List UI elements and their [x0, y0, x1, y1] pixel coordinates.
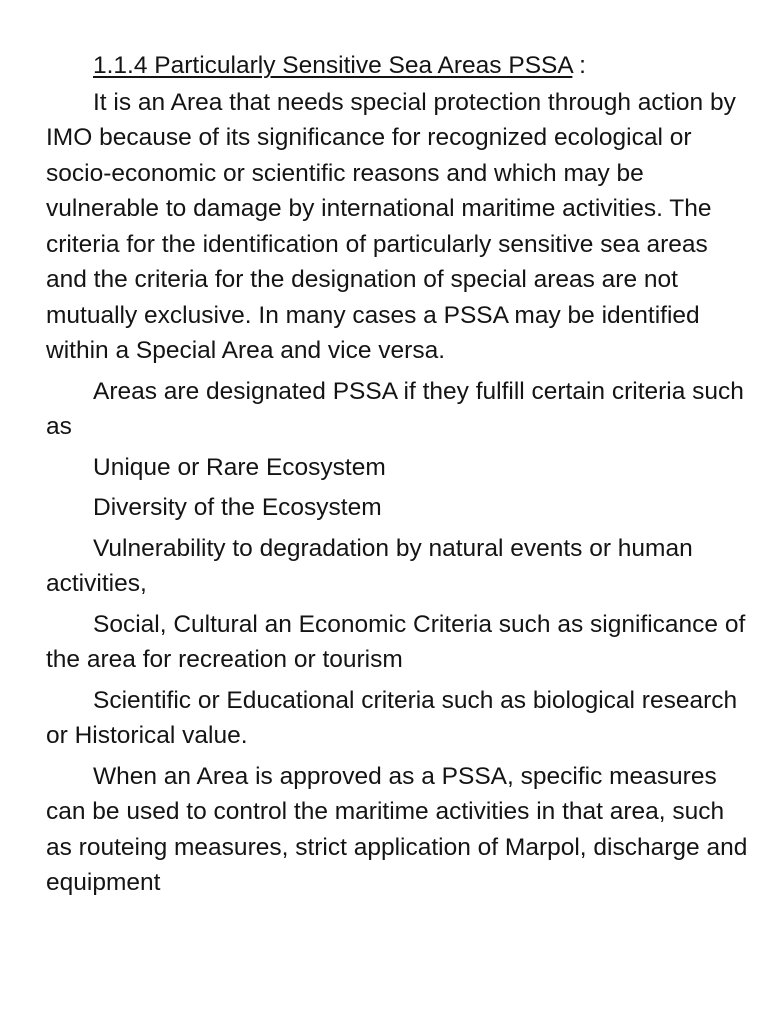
- paragraph-definition: It is an Area that needs special protection through action by IMO because of its significance for recognized ecological or socio-economic or scientific reasons and which may be vulnerable to damage by international maritime activities. The criteria for the identification of particularly sensitive sea areas and the criteria for the designation of special areas are not mutually exclusive. In many cases a PSSA may be identified within a Special Area and vice versa.: [46, 88, 736, 364]
- section-heading: [46, 48, 752, 84]
- paragraph-criteria-intro: Areas are designated PSSA if they fulfill certain criteria such as: [46, 377, 744, 440]
- criteria-item-scientific: Scientific or Educational criteria such as biological research or Historical value.: [46, 686, 738, 749]
- document-page: [46, 48, 752, 906]
- criteria-item-unique-ecosystem: Unique or Rare Ecosystem: [93, 453, 386, 481]
- criteria-item-social-cultural: Social, Cultural an Economic Criteria such as significance of the area for recreation or tourism: [46, 610, 746, 673]
- criteria-item-diversity: Diversity of the Ecosystem: [93, 494, 382, 521]
- section-title-suffix: :: [572, 52, 586, 79]
- criteria-item-vulnerability: Vulnerability to degradation by natural events or human activities,: [46, 534, 693, 597]
- section-title: 1.1.4 Particularly Sensitive Sea Areas PSSA: [93, 52, 573, 79]
- paragraph-measures: When an Area is approved as a PSSA, specific measures can be used to control the maritime activities in that area, such as routeing measures, strict application of Marpol, discharge and equipment: [46, 762, 748, 896]
